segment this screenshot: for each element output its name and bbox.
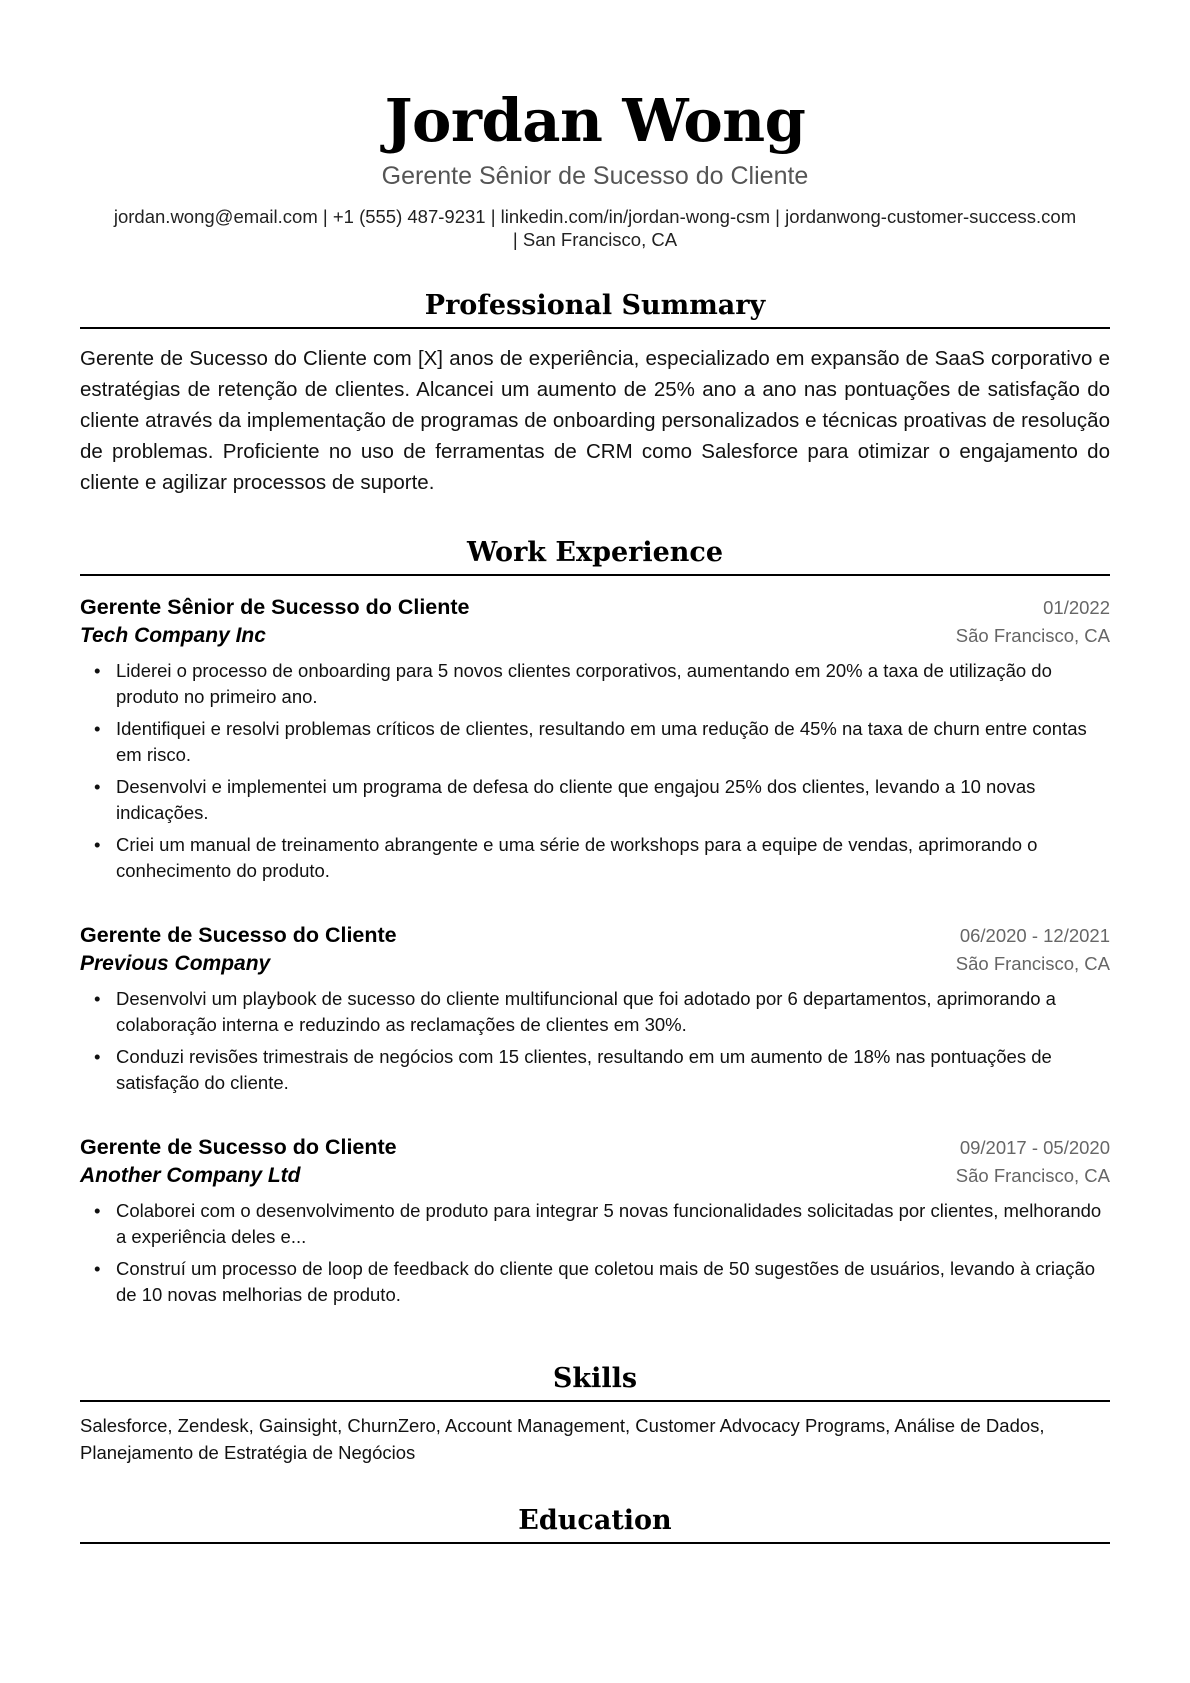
summary-text: Gerente de Sucesso do Cliente com [X] anos de experiência, especializado em expansão de SaaS corporativo e estratégias de retenção de clientes. Alcancei um aumento de 25% ano a ano nas pontuações de satisfação do cliente através da implementação de programas de onboarding personalizados e técnicas proativas de resolução de problemas. Proficiente no uso de ferramentas de CRM como Salesforce para otimizar o engajamento do cliente e agilizar processos de suporte.: [80, 347, 1110, 494]
resume-page: [80, 0, 1110, 1544]
job-title: Gerente de Sucesso do Cliente: [80, 923, 397, 947]
job-bullets: [80, 1198, 1110, 1308]
candidate-name: Jordan Wong: [384, 86, 806, 155]
job-location: São Francisco, CA: [955, 625, 1110, 646]
bullet-item: • Identifiquei e resolvi problemas críticos de clientes, resultando em uma redução de 45% na taxa de churn entre contas em risco.: [116, 716, 1110, 768]
job-bullets: [80, 658, 1110, 884]
job-entry: [80, 592, 1110, 884]
bullet-item: • Desenvolvi um playbook de sucesso do cliente multifuncional que foi adotado por 6 departamentos, aprimorando a colaboração interna e reduzindo as reclamações de clientes em 30%.: [116, 986, 1110, 1038]
job-entry: [80, 920, 1110, 1096]
experience-section: [80, 536, 1110, 1308]
bullet-item: • Conduzi revisões trimestrais de negócios com 15 clientes, resultando em um aumento de 18% nas pontuações de satisfação do cliente.: [116, 1044, 1110, 1096]
job-location: São Francisco, CA: [955, 1165, 1110, 1186]
summary-section: [80, 289, 1110, 498]
job-title: Gerente Sênior de Sucesso do Cliente: [80, 595, 470, 619]
skills-text: Salesforce, Zendesk, Gainsight, ChurnZero, Account Management, Customer Advocacy Programs, Análise de Dados, Planejamento de Estratégia de Negócios: [80, 1415, 1045, 1463]
job-date: 09/2017 - 05/2020: [959, 1137, 1110, 1158]
job-company: Previous Company: [80, 952, 271, 975]
job-title: Gerente de Sucesso do Cliente: [80, 1135, 397, 1159]
contact-info: [80, 205, 1110, 251]
job-company: Another Company Ltd: [80, 1164, 301, 1187]
skills-section: [80, 1362, 1110, 1466]
education-section: [80, 1504, 1110, 1544]
job-date: 01/2022: [1043, 597, 1110, 618]
job-location: São Francisco, CA: [955, 953, 1110, 974]
education-heading: Education: [80, 1504, 1110, 1544]
bullet-item: • Liderei o processo de onboarding para 5 novos clientes corporativos, aumentando em 20% a taxa de utilização do produto no primeiro ano.: [116, 658, 1110, 710]
contact-line-1: jordan.wong@email.com | +1 (555) 487-9231 | linkedin.com/in/jordan-wong-csm | jordanwong-customer-success.com: [113, 206, 1077, 227]
job-company: Tech Company Inc: [80, 624, 266, 647]
candidate-title: Gerente Sênior de Sucesso do Cliente: [381, 162, 809, 190]
summary-heading: Professional Summary: [80, 289, 1110, 329]
bullet-item: • Criei um manual de treinamento abrangente e uma série de workshops para a equipe de vendas, aprimorando o conhecimento do produto.: [116, 832, 1110, 884]
job-entry: [80, 1132, 1110, 1308]
bullet-item: • Colaborei com o desenvolvimento de produto para integrar 5 novas funcionalidades solicitadas por clientes, melhorando a experiência deles e...: [116, 1198, 1110, 1250]
job-bullets: [80, 986, 1110, 1096]
bullet-item: • Desenvolvi e implementei um programa de defesa do cliente que engajou 25% dos clientes, levando a 10 novas indicações.: [116, 774, 1110, 826]
experience-heading: Work Experience: [80, 536, 1110, 576]
bullet-item: • Construí um processo de loop de feedback do cliente que coletou mais de 50 sugestões de usuários, levando à criação de 10 novas melhorias de produto.: [116, 1256, 1110, 1308]
contact-line-2: | San Francisco, CA: [512, 229, 678, 250]
job-date: 06/2020 - 12/2021: [959, 925, 1110, 946]
skills-heading: Skills: [80, 1362, 1110, 1402]
